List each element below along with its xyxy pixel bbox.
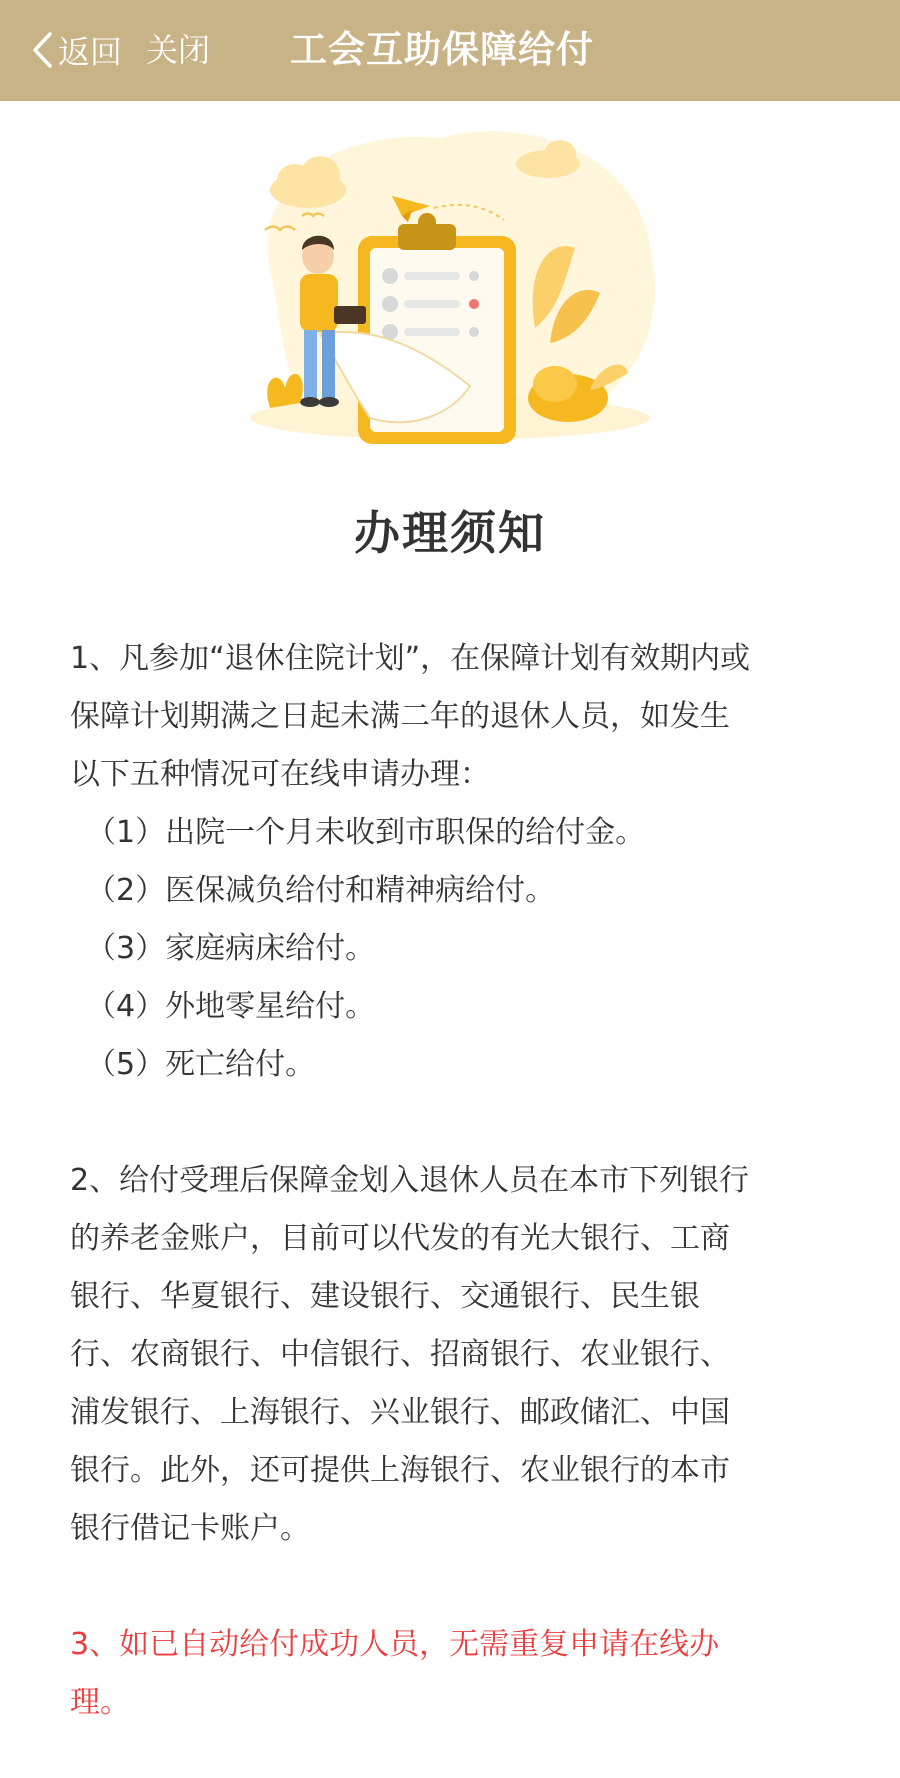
page-title: 工会互助保障给付 [290,28,594,71]
text-line: 以下五种情况可在线申请办理： [70,757,490,792]
clipboard-form-illustration [230,118,670,468]
text-line: 2、给付受理后保障金划入退休人员在本市下列银行 [70,1163,750,1198]
notice-heading: 办理须知 [354,506,546,560]
list-item: （4）外地零星给付。 [86,989,376,1024]
spacer [70,1558,840,1616]
text-line: 银行。此外，还可提供上海银行、农业银行的本市 [70,1453,730,1488]
list-item: （2）医保减负给付和精神病给付。 [86,873,556,908]
text-line: 浦发银行、上海银行、兴业银行、邮政储汇、中国 [70,1395,730,1430]
back-button[interactable] [30,26,122,74]
notice-item-2 [70,1152,840,1558]
close-button[interactable]: 关闭 [146,31,211,69]
notice-item-3 [70,1616,840,1732]
list-item: （3）家庭病床给付。 [86,931,376,966]
notice-item-1 [70,630,840,1094]
text-line: 的养老金账户，目前可以代发的有光大银行、工商 [70,1221,730,1256]
list-item: （5）死亡给付。 [86,1047,316,1082]
top-nav-bar [0,0,900,101]
cloud-icon [270,156,346,208]
spacer [70,1094,840,1152]
list-item: （1）出院一个月未收到市职保的给付金。 [86,815,646,850]
text-line: 银行、华夏银行、建设银行、交通银行、民生银 [70,1279,700,1314]
text-line: 银行借记卡账户。 [70,1511,310,1546]
notice-content [70,630,840,1732]
text-line: 1、凡参加“退休住院计划”，在保障计划有效期内或 [70,641,751,676]
text-line: 保障计划期满之日起未满二年的退休人员，如发生 [70,699,730,734]
chevron-left-icon [30,30,54,70]
text-line: 3、如已自动给付成功人员，无需重复申请在线办 [70,1627,720,1662]
text-line: 理。 [70,1685,130,1720]
back-label: 返回 [58,33,123,71]
text-line: 行、农商银行、中信银行、招商银行、农业银行、 [70,1337,730,1372]
